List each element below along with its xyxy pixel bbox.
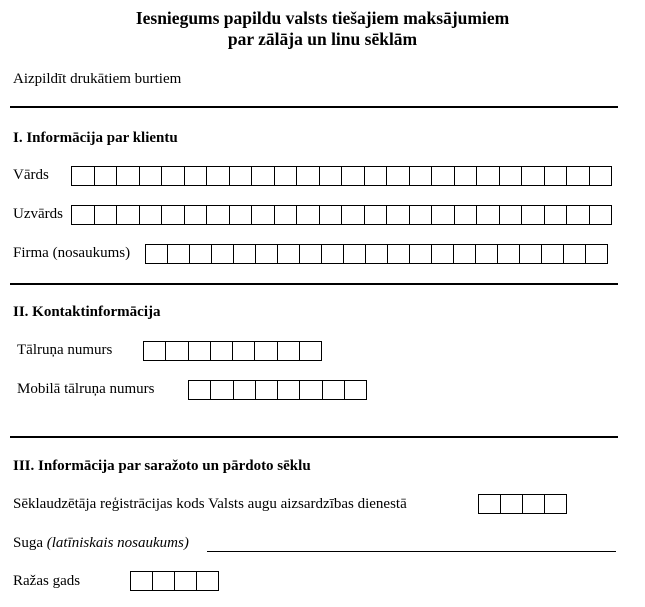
char-cell[interactable]: [162, 166, 185, 186]
char-cell[interactable]: [410, 166, 433, 186]
registration-code-field[interactable]: [478, 494, 567, 514]
char-cell[interactable]: [454, 244, 476, 264]
first-name-field[interactable]: [71, 166, 612, 186]
section-2-heading: II. Kontaktinformācija: [13, 304, 161, 320]
char-cell[interactable]: [252, 205, 275, 225]
char-cell[interactable]: [388, 244, 410, 264]
char-cell[interactable]: [211, 380, 233, 400]
char-cell[interactable]: [545, 166, 568, 186]
species-label: [13, 535, 189, 552]
char-cell[interactable]: [72, 205, 95, 225]
char-cell[interactable]: [410, 205, 433, 225]
char-cell[interactable]: [432, 166, 455, 186]
char-cell[interactable]: [207, 166, 230, 186]
char-cell[interactable]: [166, 341, 188, 361]
char-cell[interactable]: [564, 244, 586, 264]
char-cell[interactable]: [366, 244, 388, 264]
char-cell[interactable]: [410, 244, 432, 264]
fill-instruction: Aizpildīt drukātiem burtiem: [13, 71, 182, 87]
char-cell[interactable]: [255, 341, 277, 361]
char-cell[interactable]: [275, 205, 298, 225]
char-cell[interactable]: [387, 205, 410, 225]
char-cell[interactable]: [455, 205, 478, 225]
char-cell[interactable]: [345, 380, 367, 400]
mobile-phone-field[interactable]: [188, 380, 367, 400]
char-cell[interactable]: [140, 166, 163, 186]
char-cell[interactable]: [168, 244, 190, 264]
section-1-heading: I. Informācija par klientu: [13, 130, 178, 146]
last-name-label: Uzvārds: [13, 206, 63, 222]
harvest-year-field[interactable]: [130, 571, 219, 591]
char-cell[interactable]: [233, 341, 255, 361]
char-cell[interactable]: [500, 205, 523, 225]
char-cell[interactable]: [322, 244, 344, 264]
section-divider-3: [10, 436, 618, 438]
species-input-line[interactable]: [207, 551, 616, 552]
char-cell[interactable]: [256, 244, 278, 264]
char-cell[interactable]: [545, 205, 568, 225]
char-cell[interactable]: [144, 341, 166, 361]
char-cell[interactable]: [185, 205, 208, 225]
char-cell[interactable]: [252, 166, 275, 186]
char-cell[interactable]: [500, 166, 523, 186]
char-cell[interactable]: [278, 380, 300, 400]
char-cell[interactable]: [234, 380, 256, 400]
char-cell[interactable]: [320, 205, 343, 225]
char-cell[interactable]: [477, 166, 500, 186]
char-cell[interactable]: [567, 205, 590, 225]
char-cell[interactable]: [297, 166, 320, 186]
char-cell[interactable]: [95, 166, 118, 186]
char-cell[interactable]: [342, 205, 365, 225]
char-cell[interactable]: [278, 244, 300, 264]
char-cell[interactable]: [146, 244, 168, 264]
char-cell[interactable]: [95, 205, 118, 225]
char-cell[interactable]: [455, 166, 478, 186]
char-cell[interactable]: [211, 341, 233, 361]
harvest-year-label: Ražas gads: [13, 573, 81, 589]
char-cell[interactable]: [140, 205, 163, 225]
char-cell[interactable]: [131, 571, 153, 591]
char-cell[interactable]: [523, 494, 545, 514]
char-cell[interactable]: [275, 166, 298, 186]
char-cell[interactable]: [212, 244, 234, 264]
char-cell[interactable]: [207, 205, 230, 225]
mobile-phone-label: Mobilā tālruņa numurs: [17, 381, 155, 397]
section-3-heading: III. Informācija par saražoto un pārdoto sēklu: [13, 458, 311, 474]
section-divider-2: [10, 283, 618, 285]
char-cell[interactable]: [387, 166, 410, 186]
species-hint: (latīniskais nosaukums): [46, 535, 189, 551]
char-cell[interactable]: [256, 380, 278, 400]
char-cell[interactable]: [189, 341, 211, 361]
char-cell[interactable]: [522, 166, 545, 186]
char-cell[interactable]: [117, 205, 140, 225]
char-cell[interactable]: [590, 166, 613, 186]
char-cell[interactable]: [189, 380, 211, 400]
char-cell[interactable]: [320, 166, 343, 186]
char-cell[interactable]: [323, 380, 345, 400]
char-cell[interactable]: [342, 166, 365, 186]
char-cell[interactable]: [479, 494, 501, 514]
char-cell[interactable]: [365, 205, 388, 225]
char-cell[interactable]: [520, 244, 542, 264]
char-cell[interactable]: [230, 205, 253, 225]
char-cell[interactable]: [545, 494, 567, 514]
char-cell[interactable]: [300, 341, 322, 361]
registration-code-label: Sēklaudzētāja reģistrācijas kods Valsts augu aizsardzības dienestā: [13, 496, 407, 512]
char-cell[interactable]: [501, 494, 523, 514]
char-cell[interactable]: [432, 244, 454, 264]
phone-field[interactable]: [143, 341, 322, 361]
char-cell[interactable]: [567, 166, 590, 186]
char-cell[interactable]: [586, 244, 608, 264]
char-cell[interactable]: [365, 166, 388, 186]
char-cell[interactable]: [344, 244, 366, 264]
char-cell[interactable]: [300, 244, 322, 264]
char-cell[interactable]: [72, 166, 95, 186]
char-cell[interactable]: [297, 205, 320, 225]
char-cell[interactable]: [542, 244, 564, 264]
char-cell[interactable]: [432, 205, 455, 225]
company-name-field[interactable]: [145, 244, 608, 264]
section-divider-1: [10, 106, 618, 108]
form-title-line-1: Iesniegums papildu valsts tiešajiem maksājumiem: [135, 8, 510, 28]
company-name-label: Firma (nosaukums): [13, 245, 131, 261]
char-cell[interactable]: [197, 571, 219, 591]
char-cell[interactable]: [522, 205, 545, 225]
phone-label: Tālruņa numurs: [17, 342, 113, 358]
char-cell[interactable]: [300, 380, 322, 400]
char-cell[interactable]: [498, 244, 520, 264]
char-cell[interactable]: [230, 166, 253, 186]
char-cell[interactable]: [477, 205, 500, 225]
char-cell[interactable]: [162, 205, 185, 225]
form-title-line-2: par zālāja un linu sēklām: [227, 29, 418, 49]
char-cell[interactable]: [153, 571, 175, 591]
char-cell[interactable]: [278, 341, 300, 361]
last-name-field[interactable]: [71, 205, 612, 225]
char-cell[interactable]: [234, 244, 256, 264]
char-cell[interactable]: [117, 166, 140, 186]
char-cell[interactable]: [590, 205, 613, 225]
char-cell[interactable]: [185, 166, 208, 186]
char-cell[interactable]: [476, 244, 498, 264]
species-label-text: Suga: [13, 535, 43, 551]
char-cell[interactable]: [190, 244, 212, 264]
first-name-label: Vārds: [13, 167, 49, 183]
char-cell[interactable]: [175, 571, 197, 591]
